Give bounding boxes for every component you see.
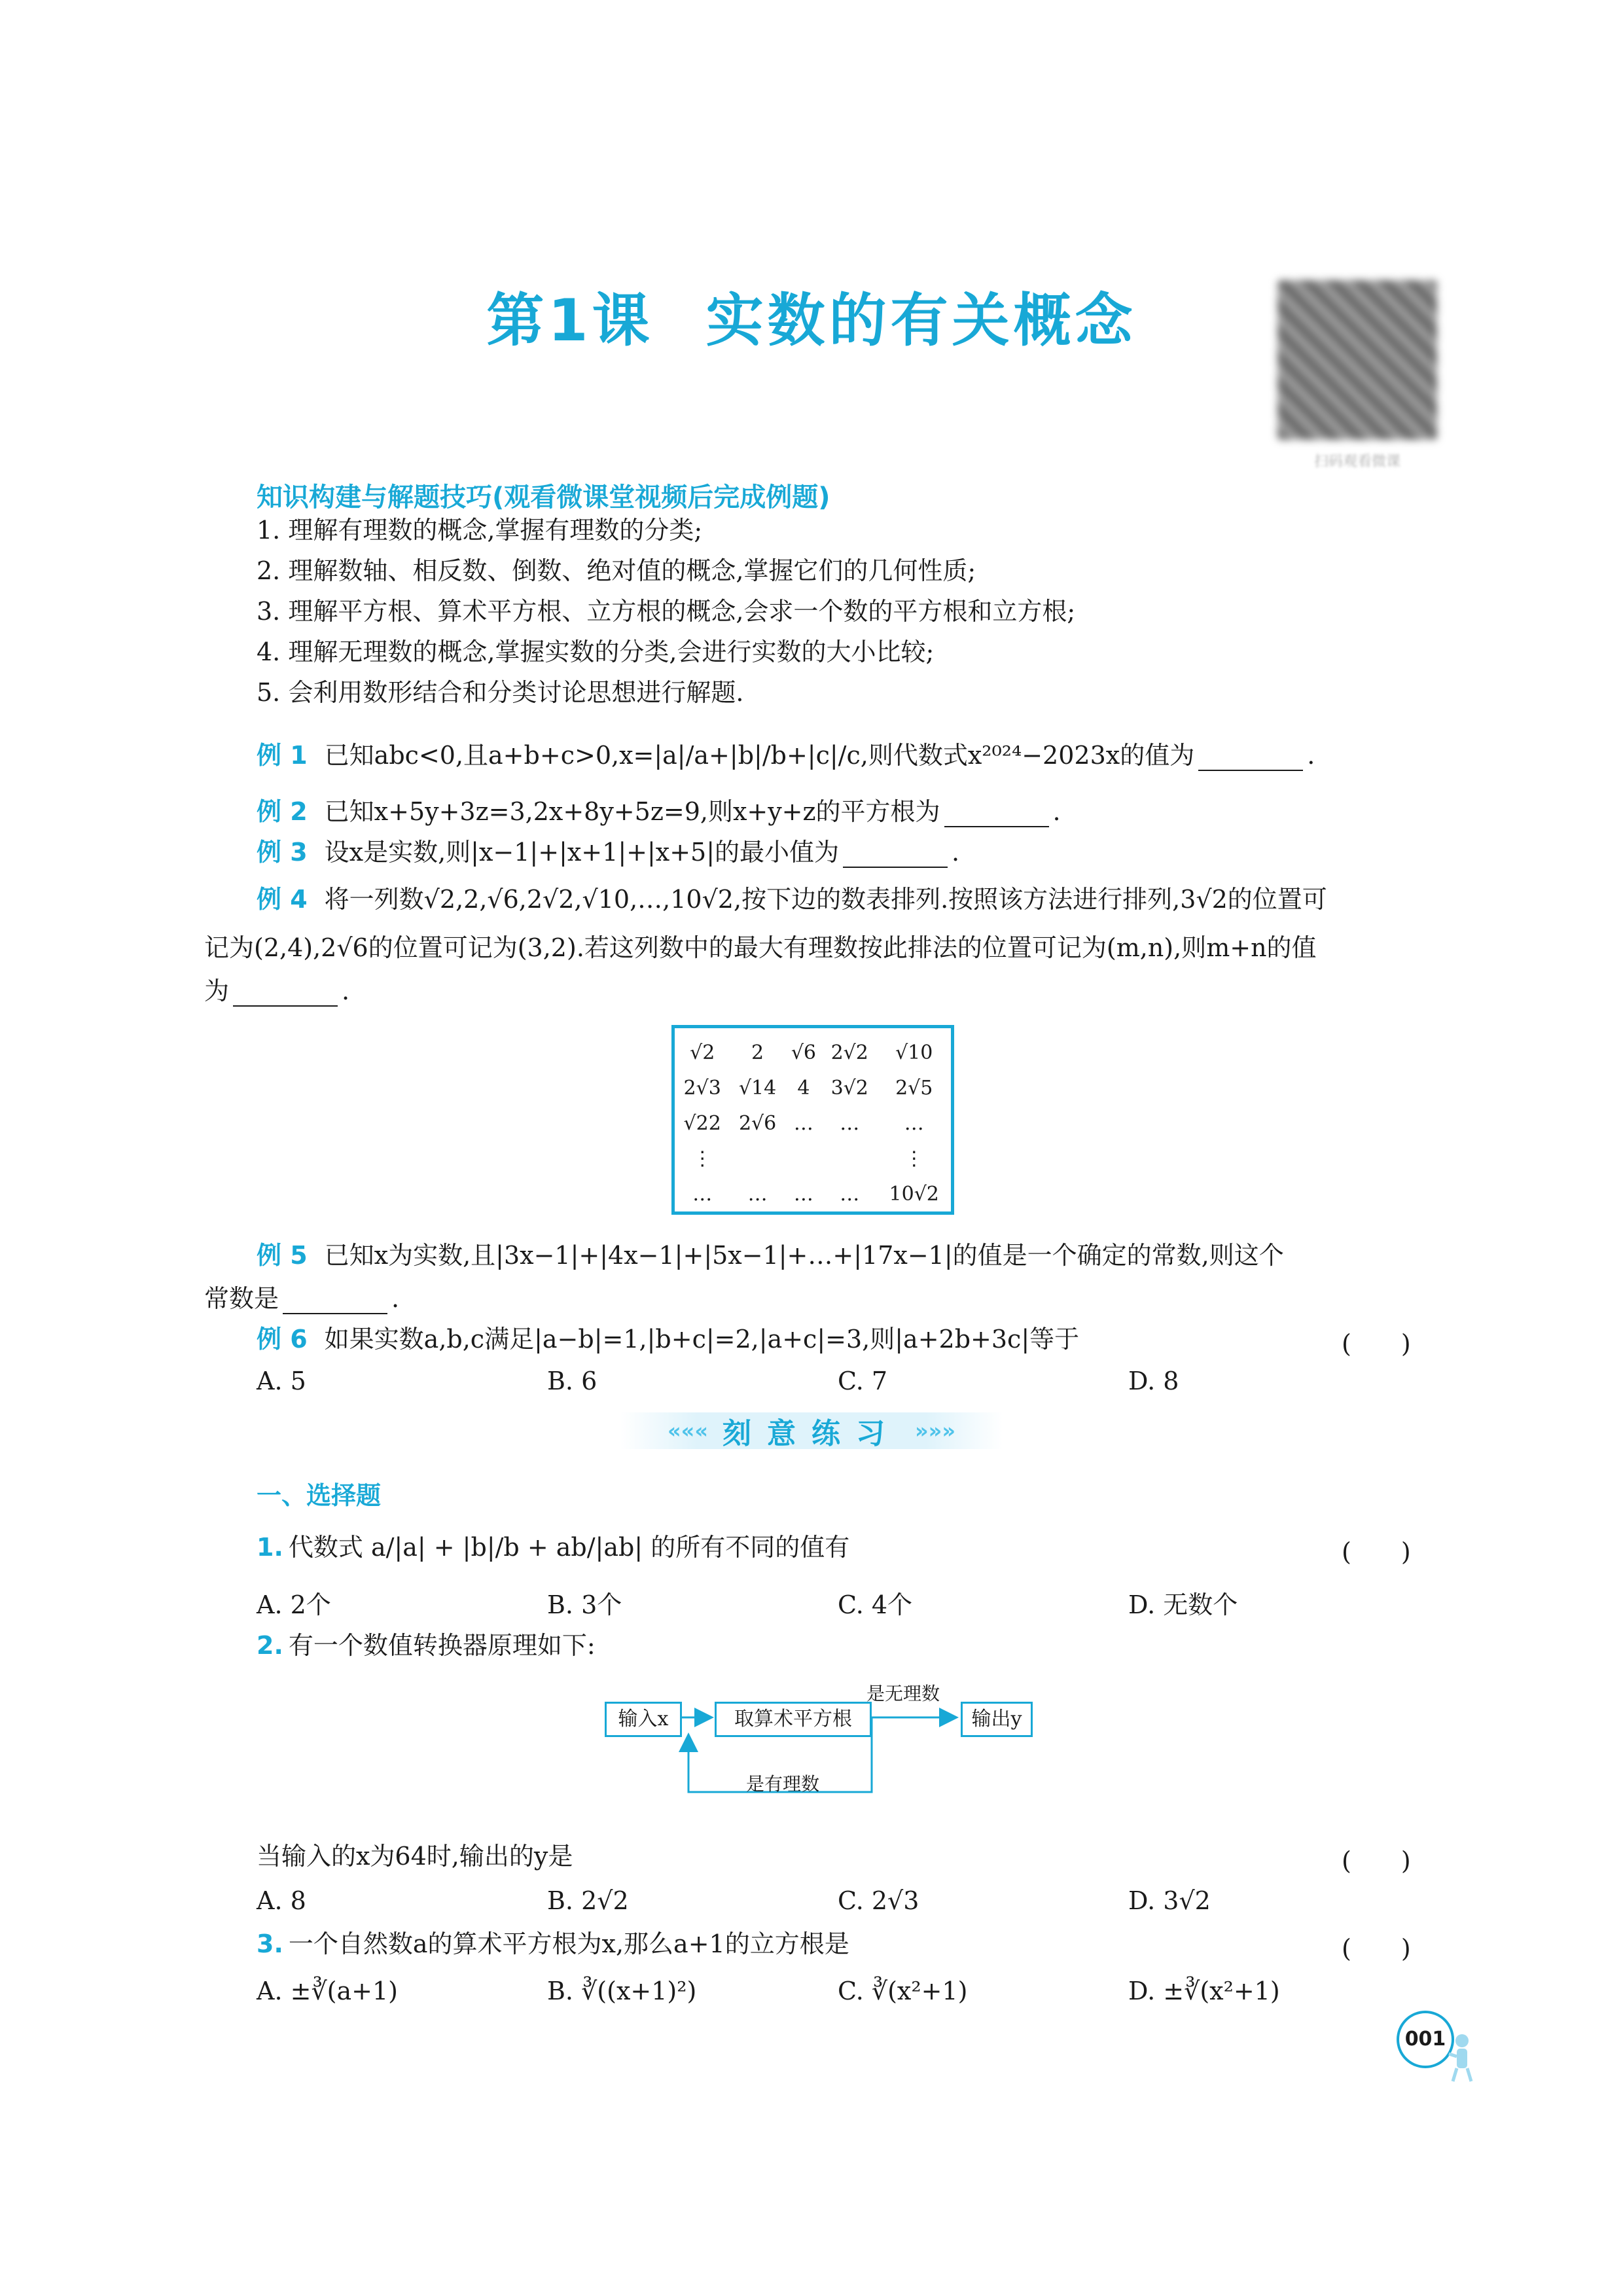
matrix-cell: … bbox=[840, 1111, 860, 1135]
matrix-cell: 2√5 bbox=[895, 1076, 933, 1100]
option-d[interactable]: D. 3√2 bbox=[1128, 1886, 1211, 1915]
matrix-cell: 2√2 bbox=[830, 1041, 868, 1064]
matrix-cell: … bbox=[793, 1111, 813, 1135]
irrational-label: 是无理数 bbox=[866, 1683, 940, 1704]
question-2-prompt: 当输入的x为64时,输出的y是 bbox=[257, 1842, 573, 1871]
example-label: 例 3 bbox=[257, 838, 308, 867]
example-label: 例 5 bbox=[257, 1241, 308, 1270]
question-text: 代数式 a/|a| + |b|/b + ab/|ab| 的所有不同的值有 bbox=[288, 1533, 850, 1562]
example-4-end: 为 . bbox=[204, 977, 350, 1005]
matrix-cell bbox=[730, 1141, 785, 1176]
option-a[interactable]: A. 8 bbox=[257, 1886, 306, 1915]
matrix-cell: … bbox=[904, 1111, 924, 1135]
matrix-row bbox=[675, 1176, 951, 1211]
example-label: 例 2 bbox=[257, 797, 308, 826]
matrix-cell: 2 bbox=[751, 1041, 764, 1064]
knowledge-item: 1. 理解有理数的概念,掌握有理数的分类; bbox=[257, 516, 703, 545]
option-c[interactable]: C. 2√3 bbox=[838, 1886, 919, 1915]
matrix-cell: √6 bbox=[791, 1041, 817, 1064]
knowledge-item: 5. 会利用数形结合和分类讨论思想进行解题. bbox=[257, 678, 744, 707]
option-d[interactable]: D. 8 bbox=[1128, 1367, 1179, 1395]
example-text: 设x是实数,则|x−1|+|x+1|+|x+5|的最小值为 bbox=[324, 838, 840, 867]
option-c[interactable]: C. 4个 bbox=[838, 1590, 913, 1619]
answer-paren[interactable]: ( ) bbox=[1342, 1846, 1411, 1875]
example-3: 例 3 设x是实数,则|x−1|+|x+1|+|x+5|的最小值为 . bbox=[257, 838, 960, 867]
practice-title: 刻意练习 bbox=[722, 1417, 901, 1450]
matrix-cell: … bbox=[840, 1182, 860, 1206]
matrix-cell: √14 bbox=[738, 1076, 777, 1100]
matrix-cell: … bbox=[747, 1182, 768, 1206]
practice-banner bbox=[620, 1412, 1003, 1449]
chevron-right-icon: »»» bbox=[915, 1418, 956, 1443]
example-label: 例 6 bbox=[257, 1325, 308, 1354]
matrix-cell bbox=[822, 1141, 877, 1176]
page-number: 001 bbox=[1397, 2011, 1454, 2068]
example-1: 例 1 已知abc<0,且a+b+c>0,x=|a|/a+|b|/b+|c|/c,则代数式x²⁰²⁴−2023x的值为 . bbox=[257, 741, 1315, 770]
matrix-cell: √2 bbox=[690, 1041, 715, 1064]
knowledge-item: 4. 理解无理数的概念,掌握实数的分类,会进行实数的大小比较; bbox=[257, 637, 935, 666]
matrix-row bbox=[675, 1141, 951, 1176]
input-box: 输入x bbox=[605, 1702, 682, 1737]
answer-blank[interactable] bbox=[283, 1291, 387, 1314]
question-2 bbox=[257, 1630, 596, 1661]
example-2: 例 2 已知x+5y+3z=3,2x+8y+5z=9,则x+y+z的平方根为 . bbox=[257, 797, 1061, 826]
question-number: 2. bbox=[257, 1631, 283, 1660]
option-a[interactable]: A. 2个 bbox=[257, 1590, 331, 1619]
matrix-cell bbox=[785, 1141, 822, 1176]
answer-paren[interactable]: ( ) bbox=[1342, 1537, 1411, 1566]
matrix-cell: √22 bbox=[683, 1111, 721, 1135]
matrix-cell: ⋮ bbox=[904, 1147, 924, 1170]
example-5 bbox=[257, 1240, 1284, 1271]
lesson-title: 实数的有关概念 bbox=[705, 287, 1137, 354]
matrix-row bbox=[675, 1035, 951, 1070]
option-a[interactable]: A. ±∛(a+1) bbox=[257, 1977, 398, 2005]
qr-code-image[interactable] bbox=[1277, 280, 1437, 440]
example-text: 如果实数a,b,c满足|a−b|=1,|b+c|=2,|a+c|=3,则|a+2b+3c|等于 bbox=[324, 1325, 1080, 1354]
example-text: 已知abc<0,且a+b+c>0,x=|a|/a+|b|/b+|c|/c,则代数式x²⁰²⁴−2023x的值为 bbox=[324, 741, 1195, 770]
option-c[interactable]: C. 7 bbox=[838, 1367, 888, 1395]
matrix-cell: 2√6 bbox=[738, 1111, 777, 1135]
answer-blank[interactable] bbox=[843, 844, 948, 868]
example-6 bbox=[257, 1323, 1079, 1355]
question-text: 一个自然数a的算术平方根为x,那么a+1的立方根是 bbox=[288, 1929, 849, 1958]
matrix-row bbox=[675, 1105, 951, 1141]
option-b[interactable]: B. ∛((x+1)²) bbox=[547, 1977, 697, 2005]
knowledge-item: 3. 理解平方根、算术平方根、立方根的概念,会求一个数的平方根和立方根; bbox=[257, 597, 1076, 626]
answer-blank[interactable] bbox=[233, 983, 338, 1007]
output-box: 输出y bbox=[961, 1702, 1033, 1737]
rational-label: 是有理数 bbox=[746, 1773, 820, 1795]
matrix-cell: 4 bbox=[797, 1076, 810, 1100]
matrix-cell: … bbox=[793, 1182, 813, 1206]
example-5-end: 常数是 . bbox=[204, 1284, 400, 1313]
question-number: 1. bbox=[257, 1533, 283, 1562]
lesson-label: 第1课 bbox=[486, 287, 654, 354]
knowledge-heading: 知识构建与解题技巧(观看微课堂视频后完成例题) bbox=[257, 482, 830, 512]
qr-caption: 扫码观看微课 bbox=[1313, 454, 1400, 470]
question-text: 有一个数值转换器原理如下: bbox=[288, 1631, 596, 1660]
example-4-cont: 记为(2,4),2√6的位置可记为(3,2).若这列数中的最大有理数按此排法的位置可记为(m,n),则m+n的值 bbox=[204, 933, 1317, 962]
example-label: 例 4 bbox=[257, 885, 308, 914]
answer-blank[interactable] bbox=[944, 804, 1049, 827]
matrix-cell: ⋮ bbox=[692, 1147, 713, 1170]
knowledge-item: 2. 理解数轴、相反数、倒数、绝对值的概念,掌握它们的几何性质; bbox=[257, 556, 976, 585]
matrix-cell: 10√2 bbox=[889, 1182, 939, 1206]
example-text: 将一列数√2,2,√6,2√2,√10,…,10√2,按下边的数表排列.按照该方法进行排列,3√2的位置可 bbox=[324, 885, 1327, 914]
option-b[interactable]: B. 6 bbox=[547, 1367, 597, 1395]
number-matrix bbox=[671, 1025, 954, 1215]
question-3 bbox=[257, 1928, 849, 1960]
chevron-left-icon: ««« bbox=[667, 1418, 708, 1443]
mascot-icon bbox=[1448, 2032, 1476, 2084]
option-b[interactable]: B. 2√2 bbox=[547, 1886, 629, 1915]
section-choice: 一、选择题 bbox=[257, 1481, 382, 1510]
matrix-cell: 2√3 bbox=[683, 1076, 721, 1100]
question-1 bbox=[257, 1532, 849, 1563]
converter-flow-diagram bbox=[597, 1683, 1029, 1814]
example-label: 例 1 bbox=[257, 741, 308, 770]
matrix-row bbox=[675, 1070, 951, 1105]
matrix-cell: √10 bbox=[895, 1041, 933, 1064]
question-number: 3. bbox=[257, 1929, 283, 1958]
matrix-cell: 3√2 bbox=[830, 1076, 868, 1100]
example-text: 已知x为实数,且|3x−1|+|4x−1|+|5x−1|+…+|17x−1|的值是一个确定的常数,则这个 bbox=[324, 1241, 1284, 1270]
option-b[interactable]: B. 3个 bbox=[547, 1590, 622, 1619]
example-4 bbox=[257, 884, 1327, 915]
process-box: 取算术平方根 bbox=[715, 1702, 872, 1737]
option-a[interactable]: A. 5 bbox=[257, 1367, 306, 1395]
answer-blank[interactable] bbox=[1198, 747, 1303, 771]
answer-paren[interactable]: ( ) bbox=[1342, 1329, 1411, 1358]
option-d[interactable]: D. 无数个 bbox=[1128, 1590, 1238, 1619]
matrix-table bbox=[675, 1035, 951, 1211]
example-text: 已知x+5y+3z=3,2x+8y+5z=9,则x+y+z的平方根为 bbox=[324, 797, 940, 826]
answer-paren[interactable]: ( ) bbox=[1342, 1934, 1411, 1963]
option-d[interactable]: D. ±∛(x²+1) bbox=[1128, 1977, 1280, 2005]
matrix-cell: … bbox=[692, 1182, 713, 1206]
option-c[interactable]: C. ∛(x²+1) bbox=[838, 1977, 968, 2005]
